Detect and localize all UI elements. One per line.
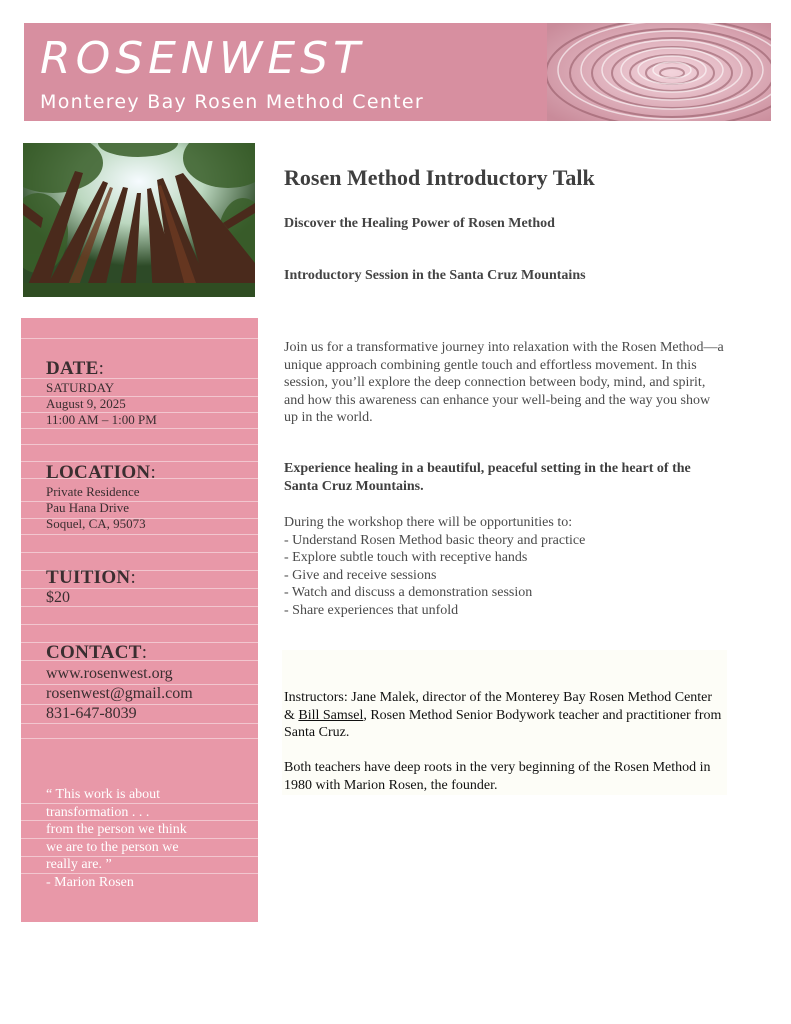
date-day: SATURDAY [46, 380, 115, 395]
tuition-section [46, 568, 136, 608]
header-banner [24, 23, 771, 121]
contact-website[interactable]: www.rosenwest.org [46, 665, 173, 682]
contact-phone: 831-647-8039 [46, 705, 137, 722]
list-item: - Explore subtle touch with receptive hands [284, 550, 528, 565]
redwood-forest-image [23, 143, 255, 297]
location-line-2: Pau Hana Drive [46, 500, 130, 515]
brand-logo-text: ROSENWEST [40, 33, 365, 84]
subtitle-introductory-session: Introductory Session in the Santa Cruz Mountains [284, 268, 586, 283]
workshop-intro: During the workshop there will be opportunities to: [284, 515, 573, 530]
event-details-sidebar [21, 318, 258, 922]
contact-label: CONTACT: [46, 642, 148, 663]
subtitle-healing-power: Discover the Healing Power of Rosen Method [284, 216, 555, 231]
tuition-label: TUITION: [46, 567, 137, 588]
intro-paragraph: Join us for a transformative journey into relaxation with the Rosen Method—a unique approach combining gentle touch and effortless movement. In this session, you’ll explore the deep connection between body, mind, and spirit, and how this awareness can enhance your well-being and the way you show up in the world. [284, 340, 724, 425]
date-value: August 9, 2025 [46, 396, 126, 411]
water-ripple-image [547, 23, 771, 121]
instructors-paragraph: Instructors: Jane Malek, director of the Monterey Bay Rosen Method Center & Bill Samsel, Rosen Method Senior Bodywork teacher and practitioner from Santa Cruz. [284, 690, 722, 740]
instructor-link[interactable]: Bill Samsel [298, 707, 364, 723]
workshop-list [284, 514, 724, 619]
location-section [46, 463, 156, 532]
date-label: DATE: [46, 358, 105, 379]
brand-tagline: Monterey Bay Rosen Method Center [40, 91, 425, 113]
setting-paragraph: Experience healing in a beautiful, peaceful setting in the heart of the Santa Cruz Mountains. [284, 461, 691, 494]
contact-section [46, 643, 193, 724]
contact-email[interactable]: rosenwest@gmail.com [46, 685, 193, 702]
date-section [46, 359, 157, 428]
location-label: LOCATION: [46, 462, 157, 483]
list-item: - Share experiences that unfold [284, 602, 459, 618]
marion-rosen-quote: “ This work is about transformation . . . from the person we think we are to the person we really are. ” - Marion Rosen [46, 787, 187, 890]
list-item: - Give and receive sessions [284, 567, 437, 583]
location-line-1: Private Residence [46, 484, 140, 499]
location-line-3: Soquel, CA, 95073 [46, 516, 146, 531]
list-item: - Watch and discuss a demonstration session [284, 585, 533, 600]
page-title: Rosen Method Introductory Talk [284, 165, 595, 190]
roots-paragraph: Both teachers have deep roots in the very beginning of the Rosen Method in 1980 with Marion Rosen, the founder. [284, 760, 711, 793]
list-item: - Understand Rosen Method basic theory and practice [284, 532, 586, 548]
date-time: 11:00 AM – 1:00 PM [46, 412, 157, 427]
tuition-amount: $20 [46, 589, 70, 606]
